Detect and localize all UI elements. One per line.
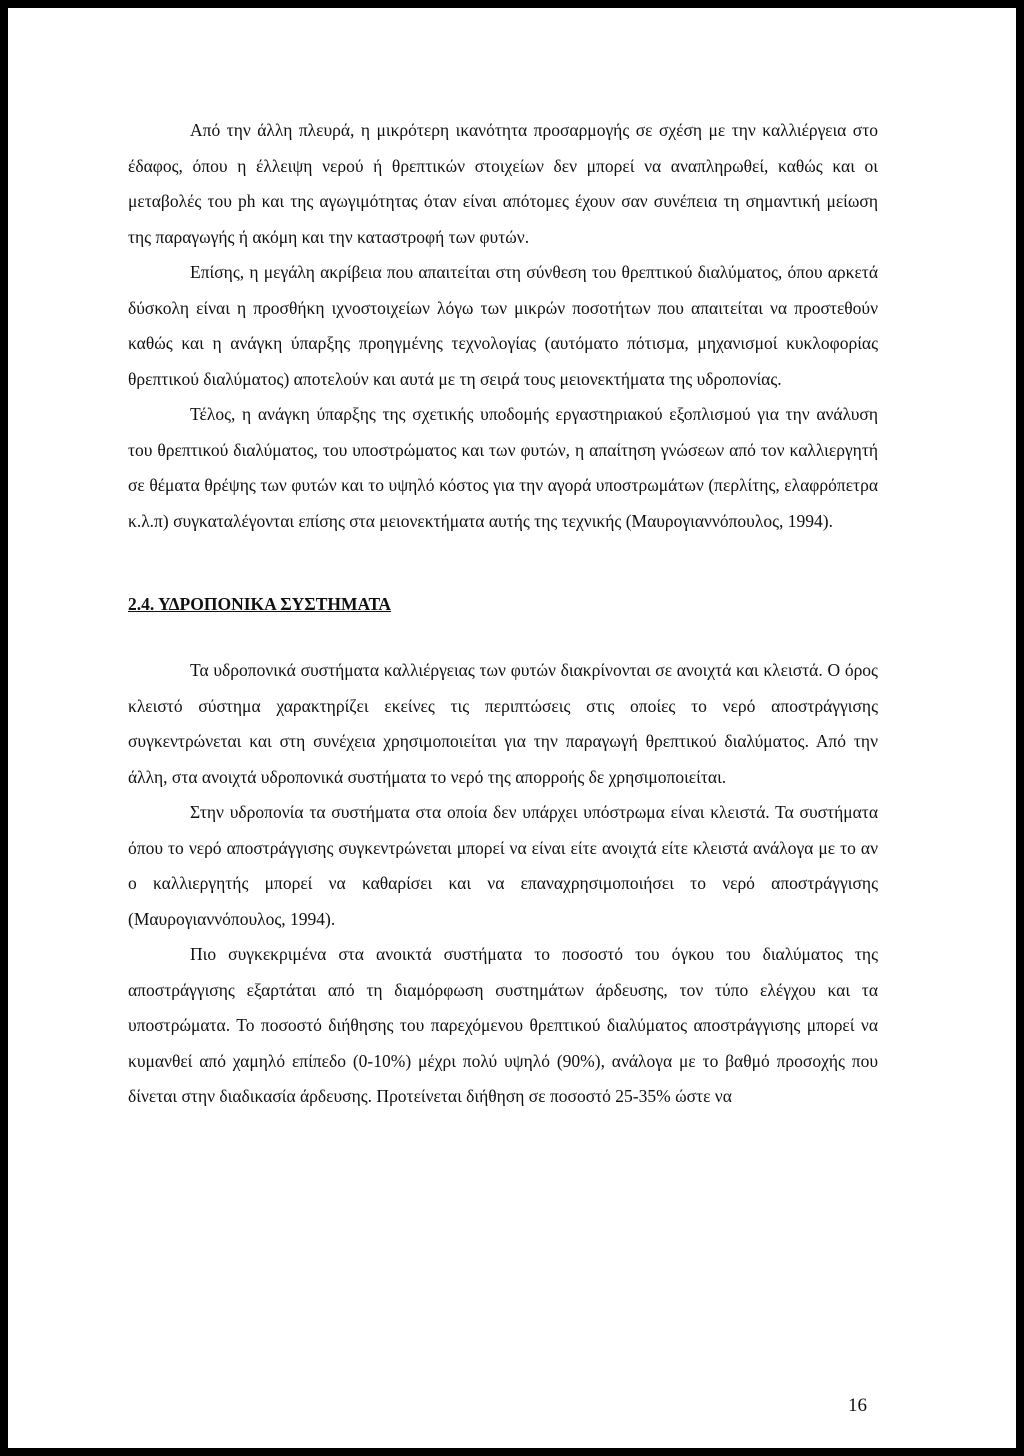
section-number: 2.4. [128, 594, 155, 614]
paragraph-3: Τέλος, η ανάγκη ύπαρξης της σχετικής υποδομής εργαστηριακού εξοπλισμού για την ανάλυση του θρεπτικού διαλύματος, του υποστρώματος και των φυτών, η απαίτηση γνώσεων από τον καλλιεργητή σε θέματα θρέψης των φυτών και το υψηλό κόστος για την αγορά υποστρωμάτων (περλίτης, ελαφρόπετρα κ.λ.π) συγκαταλέγονται επίσης στα μειονεκτήματα αυτής της τεχνικής (Μαυρογιαννόπουλος, 1994). [128, 404, 878, 531]
paragraph-4: Τα υδροπονικά συστήματα καλλιέργειας των φυτών διακρίνονται σε ανοιχτά και κλειστά. Ο όρος κλειστό σύστημα χαρακτηρίζει εκείνες τις περιπτώσεις στις οποίες το νερό αποστράγγισης συγκεντρώνεται και στη συνέχεια χρησιμοποιείται για την παραγωγή θρεπτικού διαλύματος. Από την άλλη, στα ανοιχτά υδροπονικά συστήματα το νερό της απορροής δε χρησιμοποιείται. [128, 660, 878, 787]
paragraph-6: Πιο συγκεκριμένα στα ανοικτά συστήματα το ποσοστό του όγκου του διαλύματος της αποστράγγισης εξαρτάται από τη διαμόρφωση συστημάτων άρδευσης, τον τύπο ελέγχου και τα υποστρώματα. Το ποσοστό διήθησης του παρεχόμενου θρεπτικού διαλύματος αποστράγγισης μπορεί να κυμανθεί από χαμηλό επίπεδο (0-10%) μέχρι πολύ υψηλό (90%), ανάλογα με το βαθμό προσοχής που δίνεται στην διαδικασία άρδευσης. Προτείνεται διήθηση σε ποσοστό 25-35% ώστε να [128, 944, 878, 1106]
paragraph-1: Από την άλλη πλευρά, η μικρότερη ικανότητα προσαρμογής σε σχέση με την καλλιέργεια στο έδαφος, όπου η έλλειψη νερού ή θρεπτικών στοιχείων δεν μπορεί να αναπληρωθεί, καθώς και οι μεταβολές του ph και της αγωγιμότητας όταν είναι απότομες έχουν σαν συνέπεια τη σημαντική μείωση της παραγωγής ή ακόμη και την καταστροφή των φυτών. [128, 120, 878, 247]
page-number: 16 [848, 1395, 867, 1416]
section-heading [128, 592, 878, 616]
body-text [128, 113, 878, 1115]
section-title: ΥΔΡΟΠΟΝΙΚΑ ΣΥΣΤΗΜΑΤΑ [157, 594, 392, 614]
paragraph-5: Στην υδροπονία τα συστήματα στα οποία δεν υπάρχει υπόστρωμα είναι κλειστά. Τα συστήματα όπου το νερό αποστράγγισης συγκεντρώνεται μπορεί να είναι είτε ανοιχτά είτε κλειστά ανάλογα με το αν ο καλλιεργητής μπορεί να καθαρίσει και να επαναχρησιμοποιήσει το νερό αποστράγγισης (Μαυρογιαννόπουλος, 1994). [128, 802, 878, 929]
paragraph-2: Επίσης, η μεγάλη ακρίβεια που απαιτείται στη σύνθεση του θρεπτικού διαλύματος, όπου αρκετά δύσκολη είναι η προσθήκη ιχνοστοιχείων λόγω των μικρών ποσοτήτων που απαιτείται να προστεθούν καθώς και η ανάγκη ύπαρξης προηγμένης τεχνολογίας (αυτόματο πότισμα, μηχανισμοί κυκλοφορίας θρεπτικού διαλύματος) αποτελούν και αυτά με τη σειρά τους μειονεκτήματα της υδροπονίας. [128, 262, 878, 389]
